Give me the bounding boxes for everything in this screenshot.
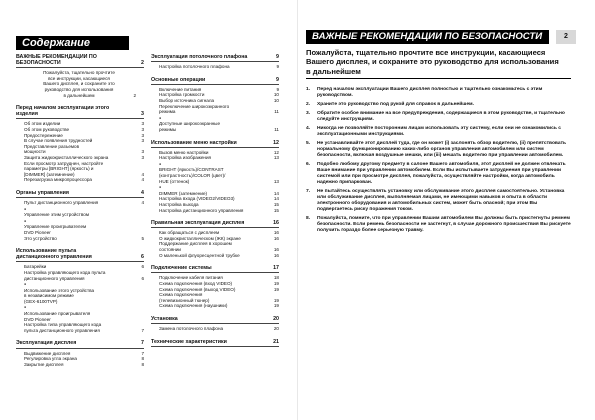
toc-section-line xyxy=(16,190,144,196)
toc-page-number: 13 xyxy=(273,178,279,184)
toc-entry-line: Схема подключения (выход VIDEO) xyxy=(159,286,236,292)
toc-entry-label xyxy=(159,115,271,133)
toc-page-number: 2 xyxy=(141,60,144,67)
toc-entry-line: [DIMMER] (затемнение) xyxy=(24,171,75,177)
toc-section-label: Использование пульта xyxy=(16,248,77,255)
toc-entry-label xyxy=(159,208,271,214)
toc-entry xyxy=(16,236,144,242)
toc-section xyxy=(151,54,279,62)
toc-entry xyxy=(151,208,279,214)
toc-section xyxy=(151,316,279,324)
toc-entry-line: О жидкокристаллическом (ЖК) экране xyxy=(159,235,241,241)
safety-item-number: 5. xyxy=(306,141,311,146)
toc-section-line xyxy=(151,339,279,345)
toc-entry xyxy=(151,241,279,252)
toc-entry-label xyxy=(24,362,136,368)
toc-entry-line: Настройка громкости xyxy=(159,92,205,98)
toc-entry-label xyxy=(24,236,136,242)
toc-entry-line: Замена потолочного плафона xyxy=(159,325,224,331)
divider xyxy=(306,78,571,79)
toc-entry-label xyxy=(24,177,136,183)
toc-entry-line: Выдвижение дисплея xyxy=(24,350,71,356)
toc-entry-line: Закрытие дисплея xyxy=(24,361,64,367)
toc-section-label: Органы управления xyxy=(16,189,70,196)
toc-section-label: БЕЗОПАСНОСТИ xyxy=(16,60,61,67)
toc-section xyxy=(16,54,144,68)
toc-entry xyxy=(151,303,279,309)
toc-entry-line: Схема подключения xyxy=(159,292,203,298)
toc-entry-label xyxy=(24,206,136,218)
toc-entry-line: DVD Pioneer xyxy=(24,229,51,235)
toc-entry-line: состоянии xyxy=(159,247,181,253)
toc-page-number: 19 xyxy=(273,286,279,292)
toc-page-number: 3 xyxy=(141,138,144,144)
toc-page-number: 12 xyxy=(273,149,279,155)
toc-entry-line: Настройка типа управляющего кода xyxy=(24,322,102,328)
toc-entry-line: Вызов меню настройки xyxy=(159,149,209,155)
toc-entry-line: Представление разъемов xyxy=(24,143,80,149)
toc-entry-label xyxy=(159,104,271,115)
toc-page-number: 3 xyxy=(141,121,144,127)
toc-page-number: 16 xyxy=(273,235,279,241)
safety-item-number: 2. xyxy=(306,102,311,107)
toc-entry xyxy=(151,161,279,184)
safety-lead: Пожалуйста, тщательно прочтите все инструкции, касающиеся Вашего дисплея, и сохраните это руководство для использования в дальнейшем xyxy=(306,48,559,76)
toc-entry xyxy=(16,281,144,304)
toc-title: Содержание xyxy=(16,36,129,50)
toc-section-line xyxy=(151,265,279,271)
toc-entry-line: ● Использование этого устройства xyxy=(24,287,95,293)
toc-page-number: 21 xyxy=(273,338,279,345)
toc-entry-line: О маленькой флуоресцентной трубке xyxy=(159,252,240,258)
toc-entry-line: Батарейки xyxy=(24,264,47,270)
toc-entry-line: в независимом режиме xyxy=(24,293,74,299)
toc-entry-line: параметры [BRIGHT] (яркость) и xyxy=(24,166,94,172)
page-number: 2 xyxy=(556,30,576,44)
toc-section xyxy=(16,248,144,262)
toc-entry-line: мощности xyxy=(24,149,46,155)
toc-entry-line: Выбор источника сигнала xyxy=(159,97,215,103)
toc-page-number: 19 xyxy=(273,297,279,303)
toc-entry xyxy=(151,253,279,259)
toc-entry-line: Настройка изображения xyxy=(159,155,212,161)
toc-section-label: Установка xyxy=(151,315,178,322)
toc-section-label: изделия xyxy=(16,111,38,118)
toc-section xyxy=(151,339,279,347)
toc-page-number: 7 xyxy=(141,350,144,356)
safety-item xyxy=(306,162,571,186)
toc-entry xyxy=(151,184,279,196)
toc-section-line xyxy=(151,77,279,83)
toc-entry xyxy=(16,161,144,178)
toc-page-number: 9 xyxy=(276,86,279,92)
toc-entry xyxy=(16,70,144,98)
toc-entry xyxy=(16,177,144,183)
safety-item-number: 8. xyxy=(306,216,311,221)
safety-item-number: 4. xyxy=(306,126,311,131)
toc-page-number: 9 xyxy=(276,54,279,60)
toc-entry-line: Предостережение xyxy=(24,132,63,138)
toc-page-number: 19 xyxy=(273,280,279,286)
toc-section xyxy=(151,140,279,148)
toc-column-1 xyxy=(16,54,144,367)
toc-entry-line: DVD Pioneer xyxy=(24,316,51,322)
toc-section-line xyxy=(151,140,279,146)
toc-page-number: 3 xyxy=(141,126,144,132)
toc-entry-line: ● Доступные широкоэкранные xyxy=(159,121,220,127)
safety-title: ВАЖНЫЕ РЕКОМЕНДАЦИИ ПО БЕЗОПАСНОСТИ xyxy=(306,30,549,44)
safety-item xyxy=(306,126,571,138)
safety-item-text: Подобно любому другому предмету в салоне Вашего автомобиля, этот дисплей не должен отвлекать Ваше внимание при управлении автомобилем. Если Вы испытываете затруднения при управлении системой или при просмотре дисплея, пожалуйста, осуществляйте настройки, когда автомобиль надежно припаркован. xyxy=(317,162,566,185)
toc-section-line xyxy=(151,220,279,226)
toc-entry-line: Настройка входа (VIDEO2/VIDEO3) xyxy=(159,196,235,202)
toc-section-line xyxy=(16,60,144,66)
toc-entry xyxy=(151,326,279,332)
safety-item xyxy=(306,189,571,213)
toc-page-number: 4 xyxy=(141,199,144,205)
safety-item-number: 7. xyxy=(306,189,311,194)
toc-entry-label xyxy=(159,64,271,70)
toc-entry-line: Поддержание дисплея в хорошем xyxy=(159,241,232,247)
toc-entry-label xyxy=(24,161,136,178)
safety-item xyxy=(306,141,571,159)
toc-page xyxy=(0,0,297,420)
toc-section-line xyxy=(16,254,144,260)
toc-page-number: 15 xyxy=(273,201,279,207)
toc-section-label: Основные операции xyxy=(151,76,206,83)
toc-page-number: 10 xyxy=(273,97,279,103)
toc-entry-label xyxy=(159,161,271,184)
toc-entry-label xyxy=(24,218,136,236)
toc-page-number: 3 xyxy=(141,154,144,160)
toc-section xyxy=(16,190,144,198)
safety-page xyxy=(298,0,595,420)
toc-entry-line: режимы xyxy=(159,126,177,132)
toc-page-number: 17 xyxy=(273,265,279,272)
safety-item-text: Пожалуйста, помните, что при управлении Вашим автомобилем Вы должны быть пристегнуты ремнем безопасности. Если ремень безопасности не застегнут, в случае дорожного происшествия Вы рискуете получить гораздо более серьезную травму. xyxy=(317,216,571,233)
toc-section-label: Правильная эксплуатация дисплея xyxy=(151,220,245,227)
toc-page-number: 4 xyxy=(141,177,144,183)
toc-page-number: 3 xyxy=(141,111,144,118)
toc-entry-line: Перезагрузка микропроцессора xyxy=(24,177,92,183)
toc-entry xyxy=(16,304,144,322)
toc-page-number: 12 xyxy=(273,139,279,146)
safety-item-text: Обратите особое внимание на все предупреждения, содержащиеся в этом руководстве, и тщательно следуйте инструкциям. xyxy=(317,111,565,122)
toc-section-label: Эксплуатация дисплея xyxy=(16,340,77,347)
toc-section-label: Подключение системы xyxy=(151,265,212,272)
toc-entry-line: Настройка потолочного плафона xyxy=(159,64,230,70)
toc-page-number: 13 xyxy=(273,155,279,161)
toc-entry-label xyxy=(24,270,136,281)
toc-page-number: 15 xyxy=(273,207,279,213)
toc-entry-label xyxy=(159,292,271,303)
toc-entry-line: Схема подключения (вход VIDEO) xyxy=(159,280,233,286)
toc-page-number: 18 xyxy=(273,275,279,281)
toc-entry-label xyxy=(24,281,136,304)
toc-entry-line: Защита жидкокристаллического экрана xyxy=(24,154,109,160)
toc-entry xyxy=(16,322,144,333)
safety-item-number: 3. xyxy=(306,111,311,116)
toc-entry xyxy=(16,206,144,218)
toc-entry-line: Об этом руководстве xyxy=(24,126,70,132)
toc-page-number: 5 xyxy=(141,235,144,241)
toc-page-number: 6 xyxy=(141,254,144,261)
toc-entry xyxy=(151,104,279,115)
toc-section-label: Эксплуатация потолочного плафона xyxy=(151,54,248,60)
toc-column-2 xyxy=(151,54,279,349)
toc-page-number: 3 xyxy=(141,149,144,155)
toc-section-label: ВАЖНЫЕ РЕКОМЕНДАЦИИ ПО xyxy=(16,54,97,60)
toc-section xyxy=(151,77,279,85)
toc-page-number: 9 xyxy=(276,76,279,83)
toc-entry-line: Пожалуйста, тщательно прочтите xyxy=(43,70,115,76)
toc-entry-label xyxy=(24,322,136,333)
toc-page-number: 14 xyxy=(273,190,279,196)
toc-entry xyxy=(151,292,279,303)
toc-page-number: 6 xyxy=(141,275,144,281)
toc-entry-line: Это устройство xyxy=(24,235,57,241)
toc-entry-line: режима xyxy=(159,109,176,115)
toc-entry-line: ● BRIGHT (яркость)/CONTRAST xyxy=(159,167,224,173)
toc-page-number: 11 xyxy=(274,109,279,115)
toc-entry-label xyxy=(30,70,128,98)
toc-page-number: 16 xyxy=(273,252,279,258)
toc-entry-line: ● Управление этим устройством xyxy=(24,212,89,218)
toc-section-label: Технические характеристики xyxy=(151,338,227,345)
safety-item xyxy=(306,87,571,99)
toc-page-number: 20 xyxy=(273,325,279,331)
toc-page-number: 8 xyxy=(141,356,144,362)
toc-entry xyxy=(151,64,279,70)
toc-section-line xyxy=(151,316,279,322)
toc-entry-label xyxy=(159,303,271,309)
toc-entry-line: дистанционного управления xyxy=(24,275,85,281)
toc-entry-line: (телевизионный тюнер) xyxy=(159,297,210,303)
toc-section-line xyxy=(16,111,144,117)
toc-entry-line: Вашего дисплея, и сохраните это xyxy=(43,81,115,87)
toc-page-number: 16 xyxy=(273,247,279,253)
toc-entry xyxy=(151,115,279,133)
toc-entry-label xyxy=(159,253,271,259)
toc-entry-label xyxy=(159,184,271,196)
toc-entry-line: Настройка дистанционного управления xyxy=(159,207,244,213)
toc-entry-line: (контрастность)/COLOR (цвет)/ xyxy=(159,173,226,178)
safety-item-number: 1. xyxy=(306,87,311,92)
toc-entry-line: пульта дистанционного управления xyxy=(24,327,100,333)
toc-entry-label xyxy=(24,304,136,322)
toc-page-number: 7 xyxy=(141,327,144,333)
toc-page-number: 16 xyxy=(273,220,279,227)
toc-entry-line: ● Управление проигрывателем xyxy=(24,224,87,230)
toc-entry-line: Настройка управляющего кода пульта xyxy=(24,269,106,275)
toc-entry-line: В случае появления трудностей xyxy=(24,138,93,144)
toc-section-label: Использование меню настройки xyxy=(151,139,237,146)
safety-item-number: 6. xyxy=(306,162,311,167)
toc-page-number: 9 xyxy=(276,64,279,70)
toc-page-number: 8 xyxy=(141,361,144,367)
toc-page-number: 20 xyxy=(273,315,279,322)
toc-page-number: 2 xyxy=(133,92,136,98)
safety-item-text: Перед началом эксплуатации Вашего дисплея полностью и тщательно ознакомьтесь с этим руководством. xyxy=(317,87,543,98)
safety-item-text: Не пытайтесь осуществлять установку или обслуживание этого дисплея самостоятельно. Установка или обслуживание дисплея, выполняемая лицами, не имеющими навыков и опыта в области электронного оборудования и автомобильных систем, может быть опасной; при этом Вы подвергаетесь риску поражения током. xyxy=(317,189,565,212)
toc-entry-label xyxy=(159,241,271,252)
toc-entry xyxy=(16,362,144,368)
safety-item-text: Не устанавливайте этот дисплей туда, где он может (i) заслонять обзор водителю, (ii) препятствовать нормальному функционированию каких-либо органов управления автомобилем или систем безопасности, включая воздушные мешки, или (iii) мешать водителю при управлении автомобилем. xyxy=(317,141,566,158)
safety-list xyxy=(306,87,571,237)
toc-entry xyxy=(16,144,144,155)
toc-entry-line: Пульт дистанционного управления xyxy=(24,199,99,205)
toc-page-number: 7 xyxy=(141,340,144,347)
toc-section-label: дистанционного управления xyxy=(16,254,92,261)
toc-section xyxy=(16,105,144,119)
toc-page-number: 4 xyxy=(141,189,144,196)
toc-entry xyxy=(16,270,144,281)
toc-entry-line: в дальнейшем xyxy=(63,92,95,98)
toc-page-number: 4 xyxy=(141,171,144,177)
toc-page-number: 16 xyxy=(273,230,279,236)
toc-page-number: 10 xyxy=(273,92,279,98)
safety-item-text: Храните это руководство под рукой для справок в дальнейшем. xyxy=(317,102,474,107)
toc-section xyxy=(151,220,279,228)
toc-section-line xyxy=(16,340,144,346)
toc-entry-line: Если просмотр затруднен, настройте xyxy=(24,160,104,166)
toc-entry-line: Об этом изделии xyxy=(24,121,61,127)
toc-entry-label xyxy=(159,326,271,332)
safety-item xyxy=(306,102,571,108)
toc-entry-line: Схема подключения (наушники) xyxy=(159,303,228,309)
toc-entry-line: ● DIMMER (затемнение) xyxy=(159,190,208,196)
toc-section xyxy=(151,265,279,273)
toc-entry-line: (GEX-6100TVP) xyxy=(24,298,58,304)
toc-page-number: 19 xyxy=(273,303,279,309)
toc-section xyxy=(16,340,144,348)
toc-entry-line: Включение питания xyxy=(159,86,202,92)
toc-entry-label xyxy=(24,144,136,155)
toc-entry-line: HUE (оттенок) xyxy=(159,178,190,184)
toc-page-number: 14 xyxy=(273,196,279,202)
toc-section-line xyxy=(151,54,279,60)
toc-entry-line: Как обращаться с дисплеем xyxy=(159,230,220,236)
safety-item xyxy=(306,111,571,123)
toc-page-number: 6 xyxy=(141,264,144,270)
safety-item xyxy=(306,216,571,234)
toc-entry-line: ● Использование проигрывателя xyxy=(24,311,91,317)
toc-page-number: 3 xyxy=(141,132,144,138)
toc-entry-line: Переключение широкоэкранного xyxy=(159,103,230,109)
toc-entry xyxy=(16,218,144,236)
toc-entry-line: руководство для использования xyxy=(44,86,114,92)
toc-page-number: 11 xyxy=(274,126,279,132)
toc-entry-line: Регулировка угла экрана xyxy=(24,356,77,362)
toc-entry-line: Настройка выхода xyxy=(159,201,199,207)
toc-section-label: Перед началом эксплуатации этого xyxy=(16,105,110,112)
toc-entry-line: Подключение кабеля питания xyxy=(159,275,223,281)
toc-entry-line: все инструкции, касающиеся xyxy=(48,75,110,81)
safety-item-text: Никогда не позволяйте посторонним лицам использовать эту систему, если они не ознакомились с эксплуатационными инструкциями. xyxy=(317,126,561,137)
